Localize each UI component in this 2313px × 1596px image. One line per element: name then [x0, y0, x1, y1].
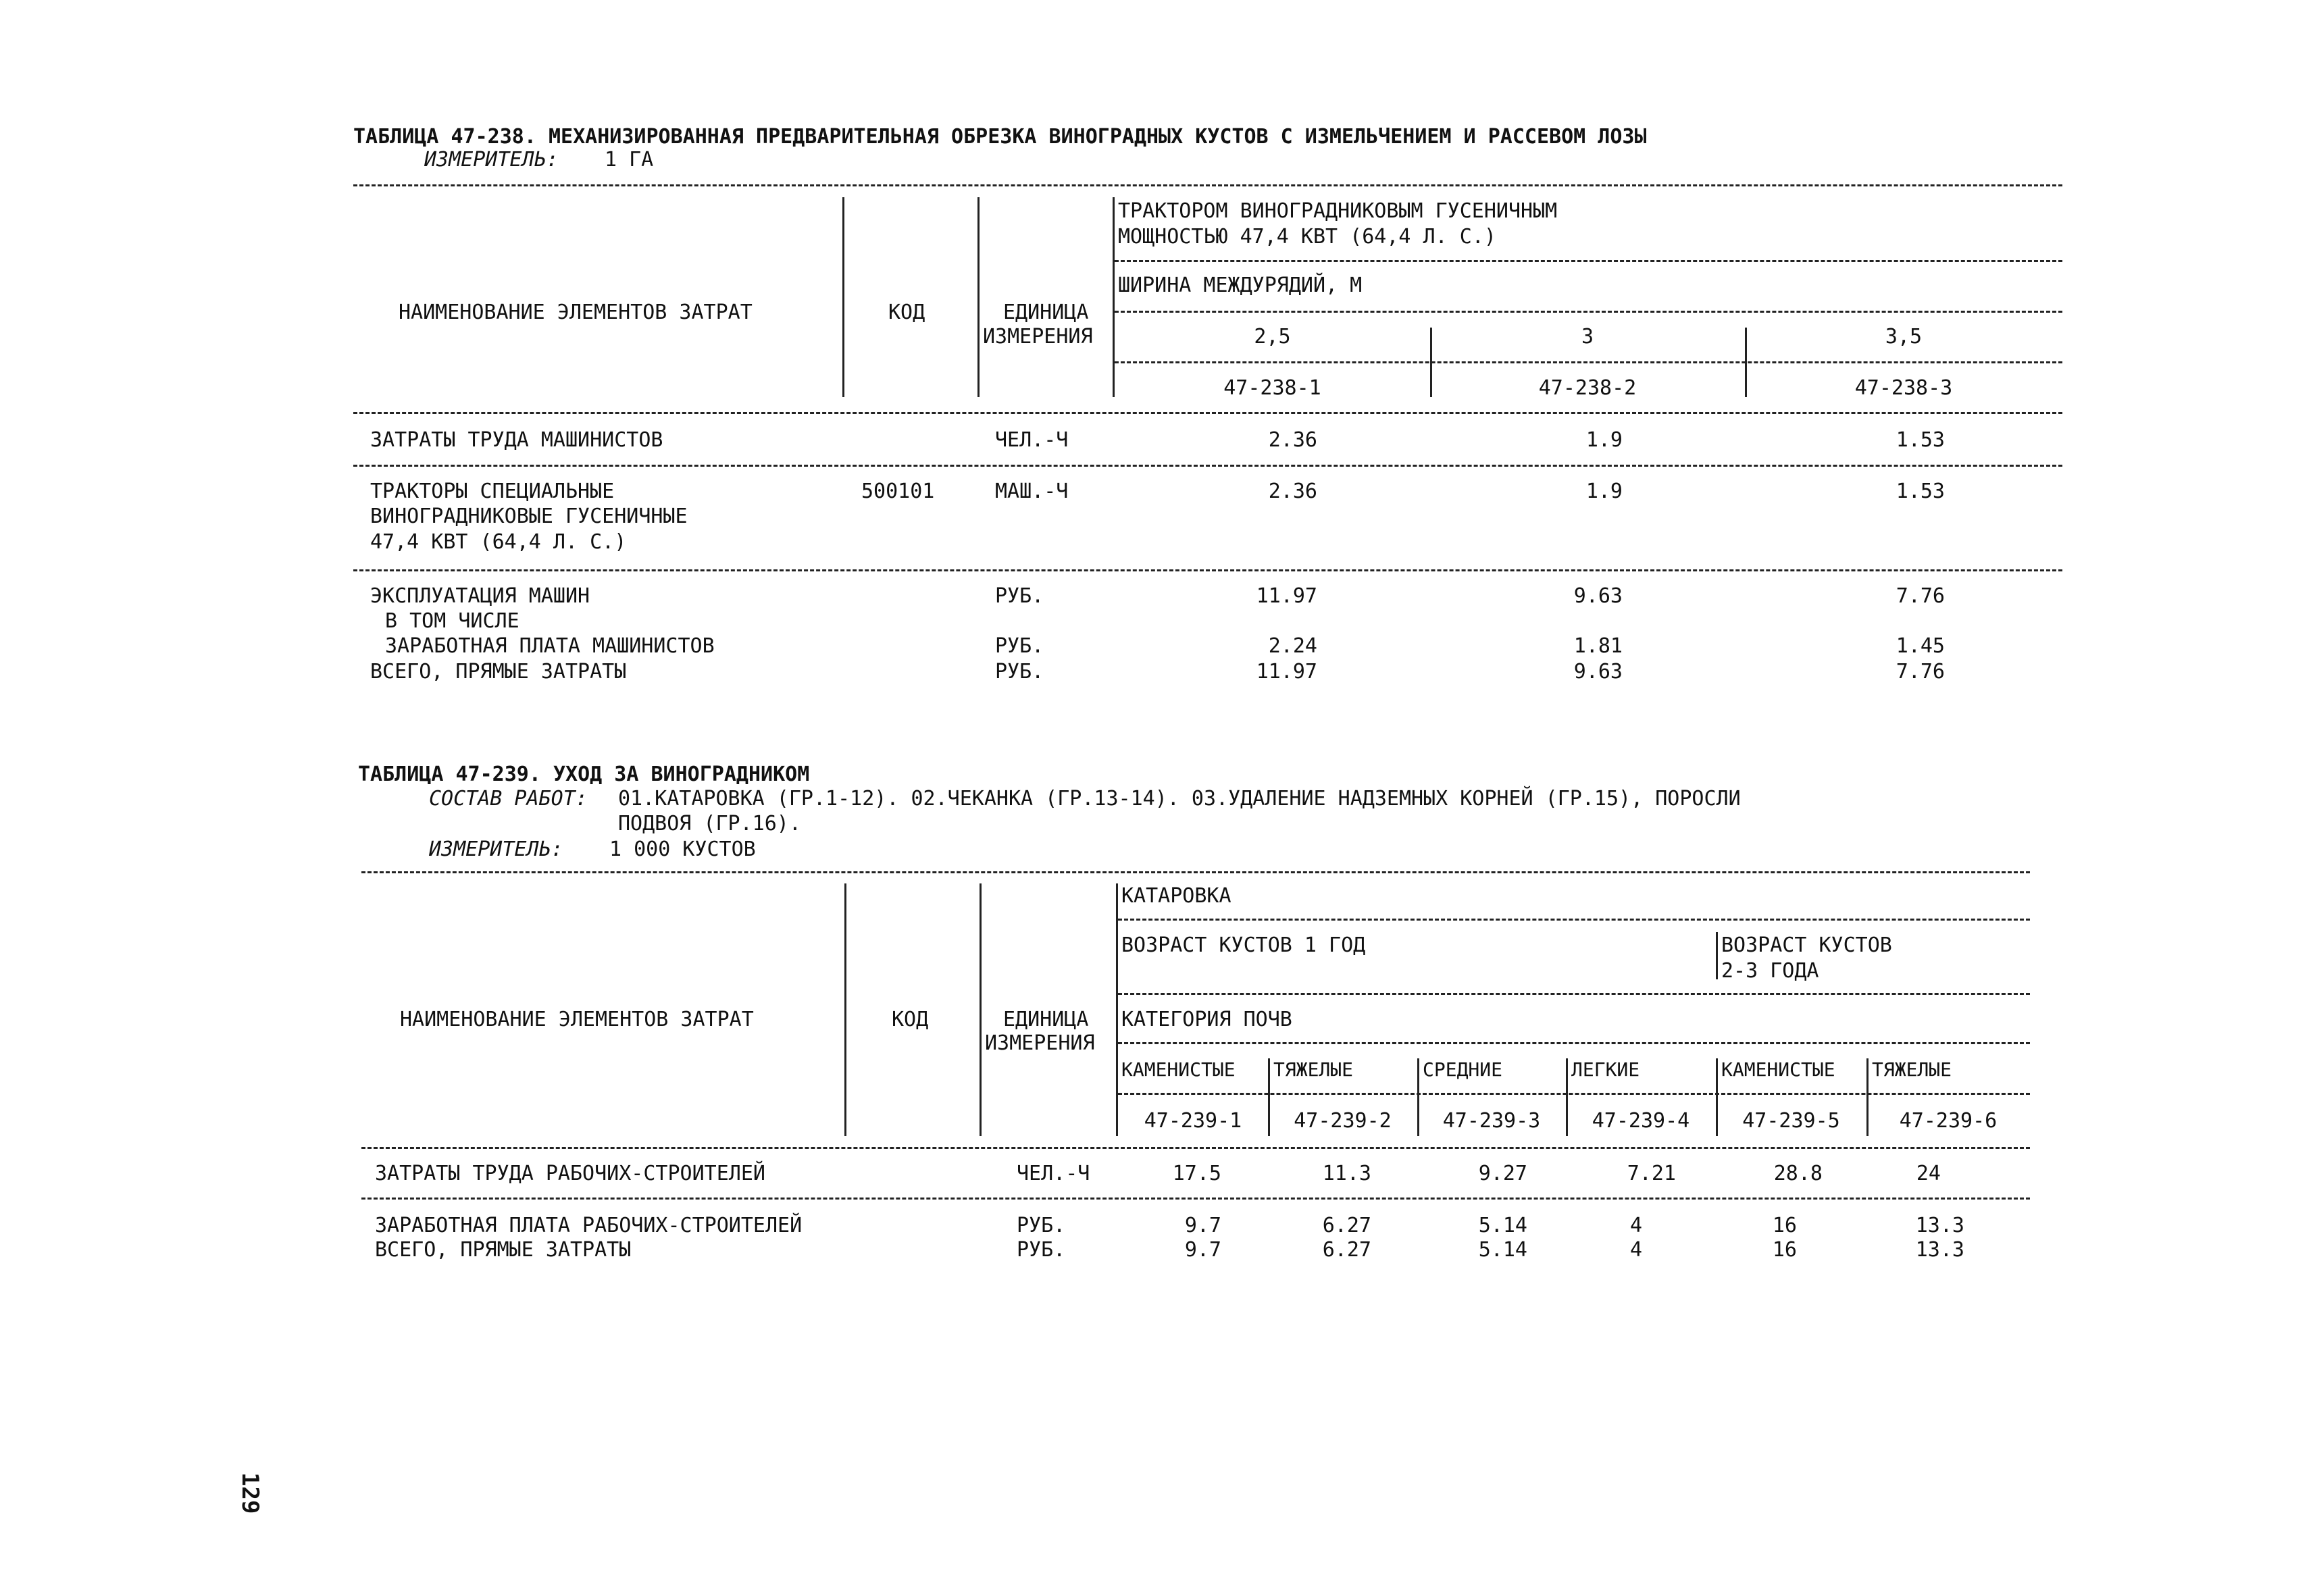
divider: [1118, 919, 2030, 921]
cell: 11.3: [1322, 1162, 1371, 1185]
divider: [353, 184, 2062, 186]
table-239-work-label: СОСТАВ РАБОТ:: [429, 787, 588, 810]
cell: 1.53: [1896, 428, 1945, 452]
divider: [353, 569, 2062, 571]
table-239-meter-label: ИЗМЕРИТЕЛЬ:: [429, 838, 563, 861]
row-tractors-name-3: 47,4 КВТ (64,4 Л. С.): [370, 530, 627, 554]
table-239-work-line2: ПОДВОЯ (ГР.16).: [618, 812, 801, 835]
code-47-238-2: 47-238-2: [1538, 376, 1637, 400]
row-total-name: ВСЕГО, ПРЯМЫЕ ЗАТРАТЫ: [370, 660, 627, 684]
cell: 24: [1916, 1162, 1941, 1185]
cell: 9.63: [1573, 584, 1623, 608]
col-divider: [844, 883, 846, 1136]
cell: 1.9: [1585, 480, 1623, 503]
soil-heavy-2: ТЯЖЕЛЫЕ: [1872, 1058, 1952, 1081]
cell: 2.36: [1268, 428, 1317, 452]
page-number: 129: [236, 1472, 263, 1514]
divider: [361, 871, 2030, 873]
header-age-2b: 2-3 ГОДА: [1721, 959, 1819, 983]
header-age-1: ВОЗРАСТ КУСТОВ 1 ГОД: [1121, 933, 1366, 957]
col-divider: [977, 197, 980, 397]
table-239-title: ТАБЛИЦА 47-239. УХОД ЗА ВИНОГРАДНИКОМ: [358, 763, 810, 786]
cell: 9.7: [1184, 1214, 1221, 1237]
cell: 11.97: [1256, 660, 1317, 684]
row-including-name: В ТОМ ЧИСЛЕ: [385, 609, 519, 633]
header-name: НАИМЕНОВАНИЕ ЭЛЕМЕНТОВ ЗАТРАТ: [399, 301, 753, 324]
cell: 4: [1629, 1238, 1642, 1262]
code-47-239-3: 47-239-3: [1442, 1109, 1541, 1133]
cell: 9.27: [1478, 1162, 1527, 1185]
col-divider: [1116, 883, 1118, 1136]
width-2-5: 2,5: [1254, 325, 1291, 349]
cell: 7.76: [1896, 584, 1945, 608]
divider: [1115, 361, 2062, 363]
table-239-work-line1: 01.КАТАРОВКА (ГР.1-12). 02.ЧЕКАНКА (ГР.13-14). 03.УДАЛЕНИЕ НАДЗЕМНЫХ КОРНЕЙ (ГР.15), ПОРОСЛИ: [618, 787, 1741, 810]
cell: 16: [1772, 1238, 1797, 1262]
header-name: НАИМЕНОВАНИЕ ЭЛЕМЕНТОВ ЗАТРАТ: [400, 1008, 754, 1031]
divider: [1115, 311, 2062, 313]
header-soil: КАТЕГОРИЯ ПОЧВ: [1121, 1008, 1292, 1031]
divider: [1118, 1042, 2030, 1044]
soil-heavy: ТЯЖЕЛЫЕ: [1273, 1058, 1354, 1081]
cell: 1.45: [1896, 634, 1945, 658]
row-total-unit: РУБ.: [995, 660, 1044, 684]
table-239-meter-value: 1 000 КУСТОВ: [609, 838, 756, 861]
divider: [353, 465, 2062, 467]
soil-stony: КАМЕНИСТЫЕ: [1121, 1058, 1236, 1081]
width-3: 3: [1581, 325, 1594, 349]
cell: 6.27: [1322, 1214, 1371, 1237]
cell: 5.14: [1478, 1214, 1527, 1237]
cell: 1.9: [1585, 428, 1623, 452]
row-tractors-code: 500101: [861, 480, 935, 503]
cell: 2.36: [1268, 480, 1317, 503]
cell: 1.53: [1896, 480, 1945, 503]
code-47-238-1: 47-238-1: [1223, 376, 1321, 400]
row-tractors-name-2: ВИНОГРАДНИКОВЫЕ ГУСЕНИЧНЫЕ: [370, 505, 688, 528]
row-labor-name: ЗАТРАТЫ ТРУДА МАШИНИСТОВ: [370, 428, 663, 452]
row-labor-name: ЗАТРАТЫ ТРУДА РАБОЧИХ-СТРОИТЕЛЕЙ: [375, 1162, 765, 1185]
cell: 6.27: [1322, 1238, 1371, 1262]
cell: 17.5: [1172, 1162, 1221, 1185]
header-unit-2: ИЗМЕРЕНИЯ: [983, 325, 1093, 349]
cell: 13.3: [1915, 1238, 1964, 1262]
row-total-unit: РУБ.: [1017, 1238, 1066, 1262]
row-labor-unit: ЧЕЛ.-Ч: [1017, 1162, 1090, 1185]
soil-stony-2: КАМЕНИСТЫЕ: [1721, 1058, 1835, 1081]
divider: [1118, 1093, 2030, 1095]
header-unit-1: ЕДИНИЦА: [1003, 301, 1089, 324]
header-tractor-line2: МОЩНОСТЬЮ 47,4 КВТ (64,4 Л. С.): [1118, 225, 1496, 249]
divider: [1115, 260, 2062, 262]
col-divider: [842, 197, 844, 397]
cell: 16: [1772, 1214, 1797, 1237]
row-wages-name: ЗАРАБОТНАЯ ПЛАТА МАШИНИСТОВ: [385, 634, 715, 658]
soil-medium: СРЕДНИЕ: [1423, 1058, 1503, 1081]
cell: 13.3: [1915, 1214, 1964, 1237]
row-operation-name: ЭКСПЛУАТАЦИЯ МАШИН: [370, 584, 590, 608]
row-wages-unit: РУБ.: [995, 634, 1044, 658]
header-unit-2: ИЗМЕРЕНИЯ: [985, 1031, 1095, 1055]
cell: 1.81: [1573, 634, 1623, 658]
col-divider: [1716, 932, 1718, 979]
divider: [1118, 993, 2030, 995]
row-operation-unit: РУБ.: [995, 584, 1044, 608]
col-divider: [980, 883, 982, 1136]
soil-light: ЛЕГКИЕ: [1571, 1058, 1640, 1081]
code-47-239-2: 47-239-2: [1294, 1109, 1392, 1133]
cell: 7.21: [1627, 1162, 1676, 1185]
cell: 28.8: [1773, 1162, 1823, 1185]
width-3-5: 3,5: [1885, 325, 1923, 349]
header-age-2a: ВОЗРАСТ КУСТОВ: [1721, 933, 1892, 957]
header-unit-1: ЕДИНИЦА: [1003, 1008, 1089, 1031]
code-47-239-4: 47-239-4: [1592, 1109, 1690, 1133]
divider: [361, 1147, 2030, 1149]
cell: 4: [1629, 1214, 1642, 1237]
code-47-238-3: 47-238-3: [1854, 376, 1953, 400]
code-47-239-5: 47-239-5: [1742, 1109, 1840, 1133]
table-238-meter-value: 1 ГА: [605, 148, 654, 172]
header-code: КОД: [892, 1008, 929, 1031]
cell: 5.14: [1478, 1238, 1527, 1262]
header-tractor-line1: ТРАКТОРОМ ВИНОГРАДНИКОВЫМ ГУСЕНИЧНЫМ: [1118, 199, 1558, 223]
row-total-name: ВСЕГО, ПРЯМЫЕ ЗАТРАТЫ: [375, 1238, 632, 1262]
cell: 9.63: [1573, 660, 1623, 684]
cell: 9.7: [1184, 1238, 1221, 1262]
cell: 11.97: [1256, 584, 1317, 608]
divider: [353, 412, 2062, 414]
row-wages-name: ЗАРАБОТНАЯ ПЛАТА РАБОЧИХ-СТРОИТЕЛЕЙ: [375, 1214, 803, 1237]
header-katarovka: КАТАРОВКА: [1121, 884, 1231, 908]
table-238-title: ТАБЛИЦА 47-238. МЕХАНИЗИРОВАННАЯ ПРЕДВАРИТЕЛЬНАЯ ОБРЕЗКА ВИНОГРАДНЫХ КУСТОВ С ИЗМЕЛЬЧЕНИЕМ И РАССЕВОМ ЛОЗЫ: [353, 125, 1647, 149]
code-47-239-6: 47-239-6: [1899, 1109, 1998, 1133]
table-238-meter-label: ИЗМЕРИТЕЛЬ:: [424, 148, 559, 172]
divider: [361, 1198, 2030, 1200]
row-labor-unit: ЧЕЛ.-Ч: [995, 428, 1069, 452]
header-width: ШИРИНА МЕЖДУРЯДИЙ, М: [1118, 274, 1363, 297]
cell: 7.76: [1896, 660, 1945, 684]
row-tractors-unit: МАШ.-Ч: [995, 480, 1069, 503]
row-tractors-name-1: ТРАКТОРЫ СПЕЦИАЛЬНЫЕ: [370, 480, 615, 503]
cell: 2.24: [1268, 634, 1317, 658]
row-wages-unit: РУБ.: [1017, 1214, 1066, 1237]
code-47-239-1: 47-239-1: [1144, 1109, 1242, 1133]
col-divider: [1113, 197, 1115, 397]
header-code: КОД: [888, 301, 925, 324]
